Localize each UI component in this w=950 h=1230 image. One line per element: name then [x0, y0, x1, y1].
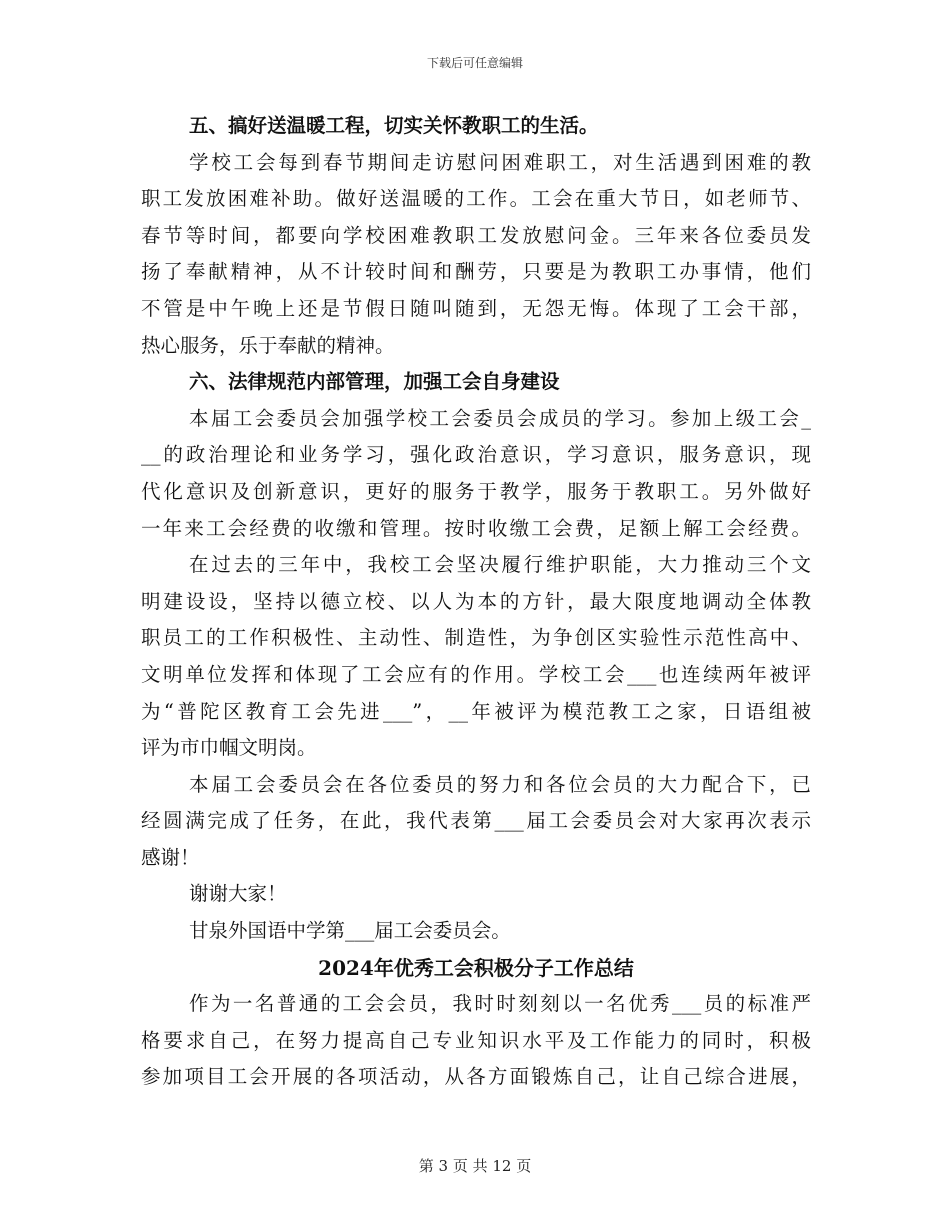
thanks-line: 谢谢大家！ [189, 882, 287, 906]
paragraph-line: 一年来工会经费的收缴和管理。按时收缴工会费，足额上解工会经费。 [141, 516, 811, 540]
section-heading-6: 六、法律规范内部管理，加强工会自身建设 [189, 370, 560, 394]
paragraph-line: 职工发放困难补助。做好送温暖的工作。工会在重大节日，如老师节、 [141, 187, 811, 211]
paragraph-line: 格要求自己，在努力提高自己专业知识水平及工作能力的同时，积极 [141, 1028, 811, 1052]
document-body [141, 108, 811, 1096]
paragraph-line: 代化意识及创新意识，更好的服务于教学，服务于教职工。另外做好 [141, 479, 811, 503]
page-header-note: 下载后可任意编辑 [426, 56, 523, 70]
paragraph-line: 感谢！ [141, 845, 200, 869]
paragraph-line: 热心服务，乐于奉献的精神。 [141, 333, 395, 357]
paragraph-line: 扬了奉献精神，从不计较时间和酬劳，只要是为教职工办事情，他们 [141, 260, 811, 284]
paragraph-line: 本届工会委员会加强学校工会委员会成员的学习。参加上级工会_ [189, 406, 811, 430]
signature-line: 甘泉外国语中学第___届工会委员会。 [189, 919, 511, 943]
paragraph-line: 本届工会委员会在各位委员的努力和各位会员的大力配合下，已 [189, 772, 811, 796]
paragraph-line: __的政治理论和业务学习，强化政治意识，学习意识，服务意识，现 [141, 443, 811, 467]
paragraph-line: 评为市巾帼文明岗。 [141, 736, 317, 760]
paragraph-line: 文明单位发挥和体现了工会应有的作用。学校工会___也连续两年被评 [141, 662, 811, 686]
paragraph-line: 明建设设，坚持以德立校、以人为本的方针，最大限度地调动全体教 [141, 589, 811, 613]
paragraph-line: 为“普陀区教育工会先进___”，__年被评为模范教工之家，日语组被 [141, 699, 811, 723]
paragraph-line: 春节等时间，都要向学校困难教职工发放慰问金。三年来各位委员发 [141, 223, 811, 247]
paragraph-line: 在过去的三年中，我校工会坚决履行维护职能，大力推动三个文 [189, 553, 811, 577]
paragraph-line: 学校工会每到春节期间走访慰问困难职工，对生活遇到困难的教 [189, 150, 811, 174]
paragraph-line: 不管是中午晚上还是节假日随叫随到，无怨无悔。体现了工会干部， [141, 296, 811, 320]
section-heading-5: 五、搞好送温暖工程，切实关怀教职工的生活。 [189, 114, 599, 137]
document-title: 2024年优秀工会积极分子工作总结 [318, 955, 634, 980]
paragraph-line: 经圆满完成了任务，在此，我代表第___届工会委员会对大家再次表示 [141, 809, 811, 833]
page-number: 第 3 页 共 12 页 [418, 1157, 532, 1175]
paragraph-line: 参加项目工会开展的各项活动，从各方面锻炼自己，让自己综合进展， [141, 1065, 811, 1089]
paragraph-line: 作为一名普通的工会会员，我时时刻刻以一名优秀___员的标准严 [189, 992, 811, 1016]
paragraph-line: 职员工的工作积极性、主动性、制造性，为争创区实验性示范性高中、 [141, 626, 811, 650]
